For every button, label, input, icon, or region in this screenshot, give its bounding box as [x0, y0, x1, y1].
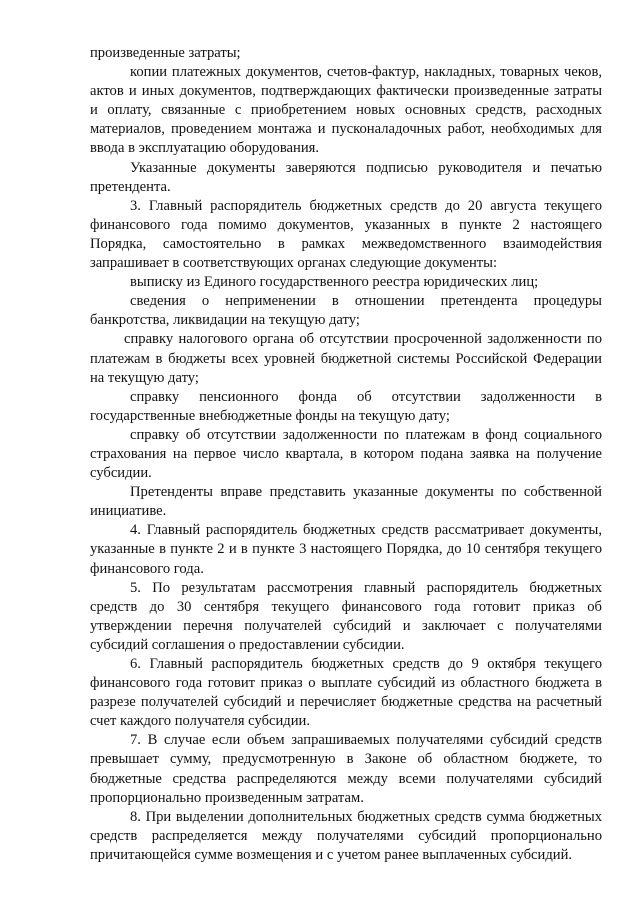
paragraph-registry-extract: выписку из Единого государственного реестра юридических лиц;: [130, 274, 539, 291]
paragraph-social-insurance: справку об отсутствии задолженности по платежам в фонд социального страхования на первое число квартала, в котором подана заявка на получение субсидии.: [90, 426, 602, 482]
paragraph-certification: Указанные документы заверяются подписью руководителя и печатью претендента.: [90, 159, 602, 195]
paragraph-tax-certificate: справку налогового органа об отсутствии просроченной задолженности по платежам в бюджеты всех уровней бюджетной системы Российской Федерации на текущую дату;: [90, 331, 602, 386]
paragraph-pension-certificate: справку пенсионного фонда об отсутствии задолженности в государственные внебюджетные фонды на текущую дату;: [90, 388, 602, 424]
paragraph-item-5: 5. По результатам рассмотрения главный распорядитель бюджетных средств до 30 сентября текущего финансового года готовит приказ об утверждении перечня получателей субсидий и заключает с получателями субсидий соглашения о предоставлении субсидии.: [90, 579, 602, 653]
paragraph-item-6: 6. Главный распорядитель бюджетных средств до 9 октября текущего финансового года готовит приказ о выплате субсидий из областного бюджета в разрезе получателей субсидий и перечисляет бюджетные средства на расчетный счет каждого получателя субсидии.: [90, 656, 602, 730]
paragraph-item-8: 8. При выделении дополнительных бюджетных средств сумма бюджетных средств распределяется между получателями субсидий пропорционально причитающейся сумме возмещения и с учетом ранее выплаченных субсидий.: [90, 808, 602, 863]
paragraph-own-initiative: Претенденты вправе представить указанные документы по собственной инициативе.: [90, 484, 602, 520]
paragraph-costs-end: произведенные затраты;: [90, 45, 241, 61]
document-page: [90, 44, 602, 865]
paragraph-item-3: 3. Главный распорядитель бюджетных средств до 20 августа текущего финансового года помимо документов, указанных в пункте 2 настоящего Порядка, самостоятельно в рамках межведомственного взаимодействия запрашивает в соответствующих органах следующие документы:: [90, 197, 602, 272]
paragraph-item-7: 7. В случае если объем запрашиваемых получателями субсидий средств превышает сумму, предусмотренную в Законе об областном бюджете, то бюджетные средства распределяются между всеми получателями субсидий пропорционально произведенным затратам.: [90, 732, 602, 806]
paragraph-payment-copies: копии платежных документов, счетов-фактур, накладных, товарных чеков, актов и иных документов, подтверждающих фактически произведенные затраты и оплату, связанные с приобретением новых основных средств, расходных материалов, проведением монтажа и пусконаладочных работ, необходимых для ввода в эксплуатацию оборудования.: [90, 64, 602, 157]
paragraph-item-4: 4. Главный распорядитель бюджетных средств рассматривает документы, указанные в пункте 2 и в пункте 3 настоящего Порядка, до 10 сентября текущего финансового года.: [90, 522, 602, 577]
paragraph-bankruptcy-info: сведения о неприменении в отношении претендента процедуры банкротства, ликвидации на текущую дату;: [90, 293, 602, 329]
